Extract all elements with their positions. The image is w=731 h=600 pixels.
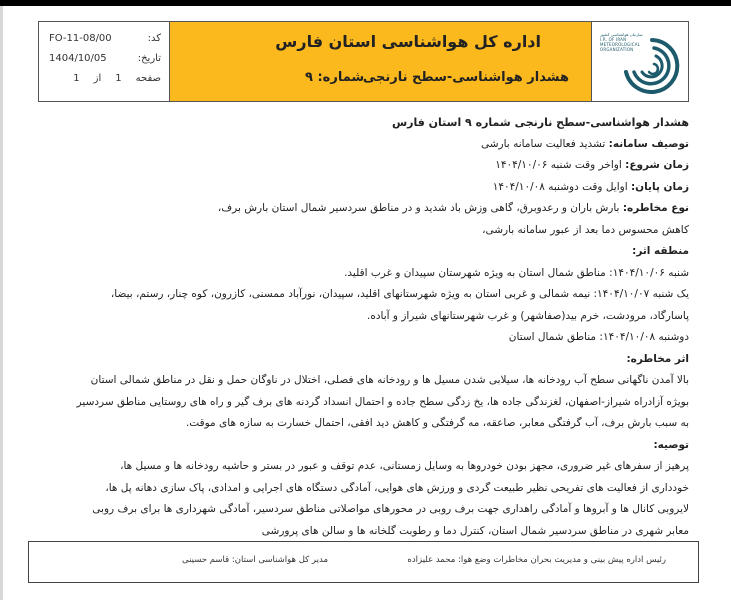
area-item: پاسارگاد، مرودشت، خرم بید(صفاشهر) و غرب شهرستانهای شیراز و آباده. bbox=[367, 309, 689, 322]
document-header bbox=[38, 21, 689, 102]
area-item: یک شنبه ۱۴۰۴/۱۰/۰۷: نیمه شمالی و غربی استان به ویژه شهرستانهای اقلید، سپیدان، نورآباد ممسنی، کازرون، کوه چنار، رستم، بیضا، bbox=[110, 288, 689, 300]
page-current: 1 bbox=[115, 72, 122, 84]
title-block bbox=[170, 22, 591, 101]
advice-line: پرهیز از سفرهای غیر ضروری، مجهز بودن خودروها به وسایل زمستانی، عدم توقف و عبور در بستر و حاشیه رودخانه ها و مسیل ها، bbox=[120, 460, 689, 472]
page-label: صفحه bbox=[135, 72, 161, 84]
warning-title: هشدار هواشناسی-سطح نارنجی bbox=[362, 70, 569, 85]
page-of: از bbox=[93, 72, 102, 84]
logo-text bbox=[600, 32, 660, 52]
org-title: اداره کل هواشناسی استان فارس bbox=[275, 32, 541, 51]
page-row bbox=[49, 68, 161, 88]
page-total: 1 bbox=[73, 72, 80, 84]
code-value: FO-11-08/00 bbox=[49, 32, 112, 44]
effect-line: بویژه آزادراه شیراز-اصفهان، لغزندگی جاده ها، یخ زدگی سطح جاده و احتمال انسداد گردنه های برف گیر و راه های روستایی مناطق سردسیر bbox=[76, 395, 689, 408]
date-value: 1404/10/05 bbox=[49, 52, 107, 64]
logo-text-line1: I.R. OF IRAN bbox=[600, 37, 627, 42]
area-item: شنبه ۱۴۰۴/۱۰/۰۶: مناطق شمال استان به ویژه شهرستان سپیدان و غرب اقلید. bbox=[344, 266, 689, 279]
logo-text-line3: ORGANIZATION bbox=[600, 47, 634, 52]
start-time bbox=[29, 155, 689, 177]
left-edge bbox=[0, 6, 3, 600]
effect-line: بالا آمدن ناگهانی سطح آب رودخانه ها، سیلابی شدن مسیل ها و رودخانه های فصلی، اختلال در ناوگان حمل و نقل در مناطق شمالی استان bbox=[90, 374, 689, 386]
warning-heading: هشدار هواشناسی-سطح نارنجی شماره ۹ استان فارس bbox=[391, 116, 689, 129]
warning-number: شماره: ۹ bbox=[305, 70, 365, 85]
area-label: منطقه اثر: bbox=[632, 245, 689, 257]
end-value: اوایل وقت دوشنبه ۱۴۰۴/۱۰/۰۸ bbox=[492, 180, 628, 193]
signature-box bbox=[28, 541, 699, 583]
code-label: کد: bbox=[147, 32, 161, 44]
date-row bbox=[49, 48, 161, 68]
start-label: زمان شروع: bbox=[625, 159, 689, 171]
end-time bbox=[29, 177, 689, 199]
top-bar bbox=[0, 0, 731, 6]
system-label: توصیف سامانه: bbox=[608, 137, 689, 150]
warning-body bbox=[29, 112, 689, 542]
director-signature: مدیر کل هواشناسی استان: قاسم حسینی bbox=[181, 555, 328, 565]
end-label: زمان پایان: bbox=[630, 180, 689, 193]
logo-text-line2: METEOROLOGICAL bbox=[600, 42, 641, 47]
start-value: اواخر وقت شنبه ۱۴۰۴/۱۰/۰۶ bbox=[495, 159, 622, 171]
advice-label: توصیه: bbox=[653, 438, 689, 451]
area-item: دوشنبه ۱۴۰۴/۱۰/۰۸: مناطق شمال استان bbox=[508, 331, 689, 343]
advice-line: لایروبی کانال ها و آبروها و آمادگی راهداری جهت برف روبی در محورهای مواصلاتی مناطق سردسیر، آمادگی شهرداری ها برای برف روبی bbox=[92, 503, 689, 515]
effect-label: اثر مخاطره: bbox=[626, 352, 689, 365]
hazard-type bbox=[29, 198, 689, 220]
logo-block bbox=[591, 22, 688, 101]
system-description bbox=[29, 134, 689, 156]
logo-text-fa: سازمان هواشناسی کشور bbox=[600, 32, 643, 37]
hazard-label: نوع مخاطره: bbox=[622, 202, 689, 214]
document-meta bbox=[39, 22, 170, 101]
advice-line: خودداری از فعالیت های تفریحی نظیر طبیعت گردی و ورزش های هوایی، آمادگی دستگاه های اجرایی و امدادی، پاک سازی دهانه پل ها، bbox=[105, 481, 689, 494]
effect-line: به سبب بارش برف، آب گرفتگی معابر، صاعقه، مه گرفتگی و کاهش دید افقی، احتمال خسارت به سازه های موقت. bbox=[185, 417, 689, 429]
system-value: تشدید فعالیت سامانه بارشی bbox=[480, 137, 606, 150]
advice-line: معابر شهری در مناطق سردسیر شمال استان، کنترل دما و رطوبت گلخانه ها و سالن های پرورشی bbox=[261, 524, 689, 537]
forecast-head-signature: رئیس اداره پیش بینی و مدیریت بحران مخاطرات وضع هوا: محمد علیزاده bbox=[407, 555, 666, 565]
hazard-value-cont: کاهش محسوس دما بعد از عبور سامانه بارشی، bbox=[482, 223, 689, 236]
code-row bbox=[49, 28, 161, 48]
hazard-value: بارش باران و رعدوبرق، گاهی وزش باد شدید و در مناطق سردسیر شمال استان بارش برف، bbox=[217, 202, 620, 214]
date-label: تاریخ: bbox=[137, 52, 161, 64]
